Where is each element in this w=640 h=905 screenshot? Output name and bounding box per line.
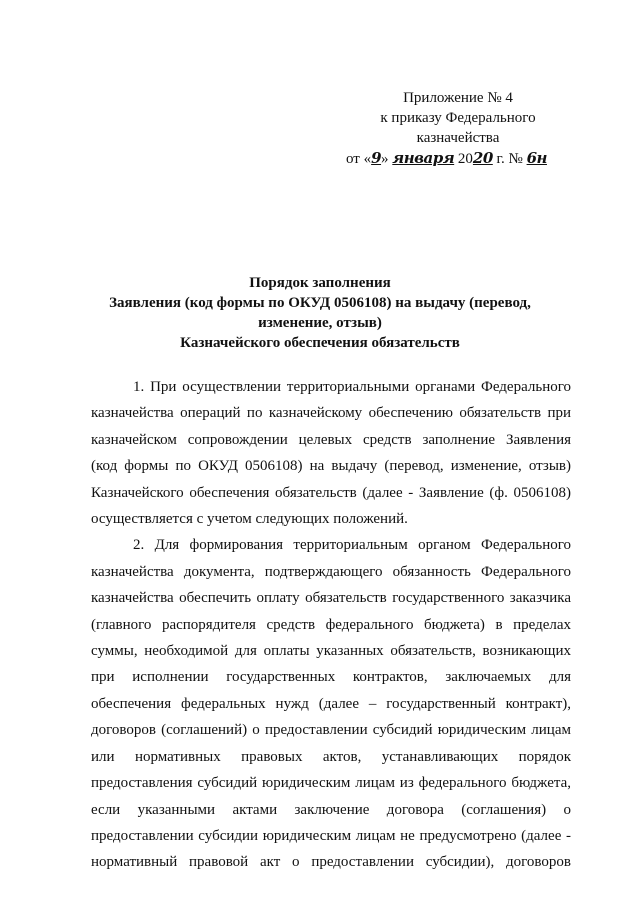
- paragraph-line: казначейства обеспечить оплату обязательств государственного заказчика: [91, 590, 571, 607]
- paragraph-1: [91, 374, 571, 532]
- title-line-4: Казначейского обеспечения обязательств: [180, 335, 460, 351]
- appendix-number: Приложение № 4: [403, 90, 513, 106]
- appendix-date-line: [338, 148, 578, 169]
- handwritten-year: 20: [472, 149, 493, 167]
- paragraph-line: при исполнении государственных контрактов, заключаемых для: [91, 669, 571, 686]
- document-title: [60, 273, 580, 353]
- paragraph-line: обеспечения федеральных нужд (далее – государственный контракт),: [91, 695, 571, 712]
- paragraph-line: (главного распорядителя средств федерального бюджета) в пределах: [91, 616, 571, 633]
- paragraph-line: или нормативных правовых актов, устанавливающих порядок: [91, 748, 571, 765]
- year-prefix: 20: [454, 151, 473, 167]
- number-prefix: г. №: [492, 151, 527, 167]
- paragraph-line: казначейства операций по казначейскому обеспечению обязательств при: [91, 405, 571, 422]
- paragraph-line: казначейства документа, подтверждающего обязанность Федерального: [91, 563, 571, 580]
- paragraph-line: предоставления субсидий юридическим лицам из федерального бюджета,: [91, 775, 571, 792]
- paragraph-line: суммы, необходимой для оплаты указанных обязательств, возникающих: [91, 643, 571, 660]
- date-prefix: от «: [346, 151, 372, 167]
- paragraph-line: казначейском сопровождении целевых средств заполнение Заявления: [91, 431, 571, 448]
- paragraph-line: 2. Для формирования территориальным органом Федерального: [133, 537, 571, 554]
- paragraph-line: договоров (соглашений) о предоставлении субсидий юридическим лицам: [91, 722, 571, 739]
- title-line-3: изменение, отзыв): [258, 315, 382, 331]
- date-mid: »: [381, 151, 393, 167]
- document-body: [91, 374, 571, 876]
- appendix-order-ref: к приказу Федерального: [380, 110, 536, 126]
- paragraph-line: предоставлении субсидии юридическим лицам не предусмотрено (далее -: [91, 827, 571, 844]
- paragraph-2: [91, 532, 571, 875]
- appendix-issuer: казначейства: [416, 130, 500, 146]
- handwritten-day: 9: [371, 149, 382, 167]
- title-line-2: Заявления (код формы по ОКУД 0506108) на выдачу (перевод,: [109, 295, 531, 311]
- paragraph-line: если указанными актами заключение договора (соглашения) о: [91, 801, 571, 818]
- paragraph-line: (код формы по ОКУД 0506108) на выдачу (перевод, изменение, отзыв): [91, 458, 571, 475]
- handwritten-month: января: [392, 149, 455, 167]
- paragraph-line: нормативный правовой акт о предоставлении субсидии), договоров: [91, 854, 571, 871]
- appendix-header: [338, 88, 578, 169]
- handwritten-order-number: 6н: [526, 149, 547, 167]
- paragraph-line: Казначейского обеспечения обязательств (далее - Заявление (ф. 0506108): [91, 484, 571, 501]
- paragraph-line: 1. При осуществлении территориальными органами Федерального: [133, 379, 571, 395]
- paragraph-line: осуществляется с учетом следующих положений.: [91, 511, 408, 528]
- title-line-1: Порядок заполнения: [249, 275, 391, 291]
